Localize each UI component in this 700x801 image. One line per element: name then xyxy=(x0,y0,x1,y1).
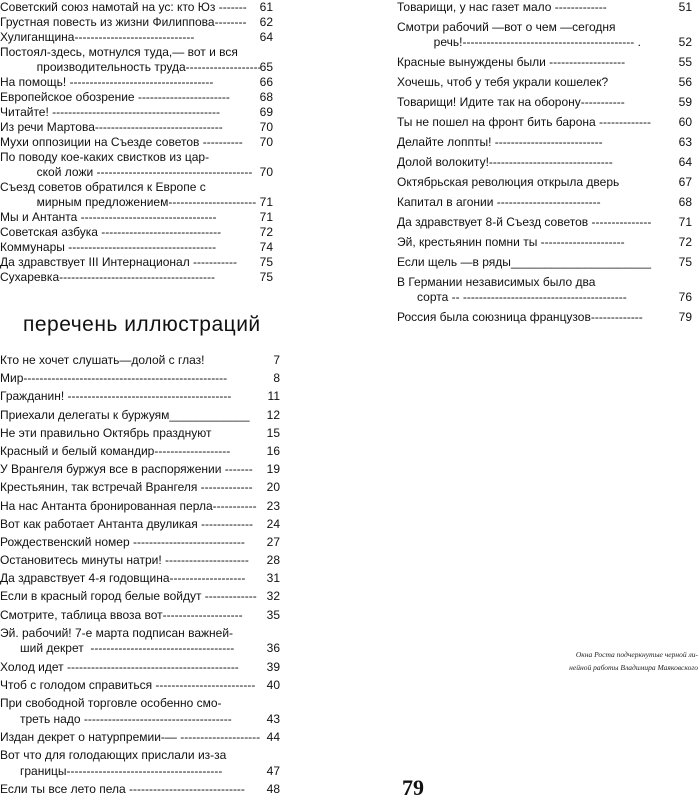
entry-page: 72 xyxy=(678,235,692,249)
toc-entry xyxy=(0,353,282,369)
entry-title: Товарищи, у нас газет мало ------------- xyxy=(397,0,607,14)
page-number: 79 xyxy=(402,775,424,800)
entry-page: 23 xyxy=(266,498,280,513)
entry-page: 79 xyxy=(678,310,692,324)
entry-title: Чтоб с голодом справиться ------------------------- xyxy=(0,677,256,692)
toc-entry xyxy=(0,371,282,387)
entry-title: Долой волокиту!------------------------------- xyxy=(397,155,613,169)
toc-entry xyxy=(0,462,282,478)
entry-title: Смотри рабочий —вот о чем —сегодня речь!------------------------------------------- . xyxy=(397,20,641,49)
entry-title: Не эти правильно Октябрь празднуют xyxy=(0,425,212,440)
toc-entry xyxy=(0,517,282,533)
toc-entry xyxy=(0,535,282,551)
entry-title: Вот что для голодающих прислали из-за границы--------------------------------------- xyxy=(0,747,227,778)
entry-page: 44 xyxy=(266,729,280,744)
entry-title: Ты не пошел на фронт бить барона ------------- xyxy=(397,115,651,129)
toc-entry xyxy=(0,480,282,496)
toc-entry xyxy=(397,310,694,325)
entry-page: 11 xyxy=(267,389,280,404)
toc-entry xyxy=(397,115,694,130)
toc-entry xyxy=(0,105,275,120)
entry-title: Остановитесь минуты натри! --------------------- xyxy=(0,553,249,568)
toc-entry xyxy=(0,499,282,515)
toc-entry xyxy=(397,135,694,150)
toc-entry xyxy=(0,0,275,15)
entry-title: Красный и белый командир------------------- xyxy=(0,443,231,458)
entry-page: 71 xyxy=(678,215,692,229)
entry-page: 32 xyxy=(266,589,280,604)
entry-page: 8 xyxy=(273,371,280,386)
entry-title: Если ты все лето пела ----------------------------- xyxy=(0,781,245,796)
entry-title: Эй, крестьянин помни ты --------------------- xyxy=(397,235,625,249)
entry-page: 76 xyxy=(678,290,692,304)
illustrations-list xyxy=(0,353,282,800)
entry-page: 56 xyxy=(678,75,692,89)
entry-page: 70 xyxy=(259,165,273,179)
left-contents-column xyxy=(0,0,275,285)
entry-title: Советский союз намотай на ус: кто Юз ------- xyxy=(0,0,247,14)
entry-title: Капитал в агонии -------------------------- xyxy=(397,195,601,209)
entry-page: 75 xyxy=(259,255,273,269)
entry-page: 7 xyxy=(273,353,280,367)
entry-title: Октябрьская революция открыла дверь xyxy=(397,175,620,189)
entry-title: Россия была союзница французов------------- xyxy=(397,310,643,324)
entry-title: Делайте лоппты! --------------------------- xyxy=(397,135,603,149)
toc-entry xyxy=(0,626,282,657)
entry-title: Красные вынуждены были ------------------- xyxy=(397,55,626,69)
entry-page: 19 xyxy=(266,462,280,477)
toc-entry xyxy=(0,782,282,798)
toc-entry xyxy=(0,389,282,405)
entry-title: Съезд советов обратился к Европе с мирным предложением---------------------- xyxy=(0,180,257,209)
entry-page: 15 xyxy=(266,425,280,440)
toc-entry xyxy=(397,75,694,90)
entry-page: 40 xyxy=(266,677,280,692)
entry-page: 68 xyxy=(259,90,273,104)
toc-entry xyxy=(397,55,694,70)
entry-title: Из речи Мартова-------------------------------- xyxy=(0,120,223,134)
entry-page: 70 xyxy=(259,120,273,134)
entry-page: 36 xyxy=(266,641,280,656)
toc-entry xyxy=(0,408,282,424)
entry-page: 69 xyxy=(259,105,273,119)
toc-entry xyxy=(0,225,275,240)
toc-entry xyxy=(397,195,694,210)
toc-entry xyxy=(0,444,282,460)
entry-title: Да здравствует 8-й Съезд советов --------------- xyxy=(397,215,652,229)
entry-title: Если в красный город белые войдут ------------- xyxy=(0,589,257,604)
toc-entry xyxy=(0,180,275,210)
toc-entry xyxy=(0,240,275,255)
toc-entry xyxy=(0,255,275,270)
entry-title: Эй. рабочий! 7-е марта подписан важней- ший декрет ------------------------------------ xyxy=(0,625,235,656)
entry-title: Мухи оппозиции на Съезде советов ---------- xyxy=(0,135,243,149)
toc-entry xyxy=(0,660,282,676)
entry-title: У Врангеля буржуя все в распоряжении ------- xyxy=(0,462,253,477)
entry-page: 65 xyxy=(259,60,273,74)
toc-entry xyxy=(397,0,694,15)
entry-title: На помощь! ------------------------------------ xyxy=(0,75,214,89)
toc-entry xyxy=(0,15,275,30)
entry-page: 64 xyxy=(259,30,273,44)
toc-entry xyxy=(0,45,275,75)
entry-page: 52 xyxy=(678,35,692,49)
entry-title: Гражданин! ----------------------------------------- xyxy=(0,389,232,404)
entry-title: По поводу кое-каких свистков из цар- ской ложи --------------------------------------- xyxy=(0,150,253,179)
toc-entry xyxy=(0,30,275,45)
toc-entry xyxy=(0,608,282,624)
toc-entry xyxy=(397,235,694,250)
entry-page: 35 xyxy=(266,607,280,622)
illustrations-heading: перечень иллюстраций xyxy=(23,313,261,336)
toc-entry xyxy=(0,270,275,285)
toc-entry xyxy=(0,553,282,569)
toc-entry xyxy=(0,678,282,694)
entry-page: 51 xyxy=(678,0,692,14)
entry-page: 39 xyxy=(266,659,280,674)
toc-entry xyxy=(0,589,282,605)
entry-page: 20 xyxy=(266,480,280,495)
entry-page: 24 xyxy=(266,516,280,531)
entry-title: Вот как работает Антанта двуликая ------------- xyxy=(0,516,253,531)
entry-title: Да здравствует III Интернационал ----------- xyxy=(0,255,237,269)
entry-title: Советская азбука ------------------------------ xyxy=(0,225,222,239)
toc-entry xyxy=(0,696,282,727)
entry-page: 55 xyxy=(678,55,692,69)
toc-entry xyxy=(397,175,694,190)
entry-title: Европейское обозрение ----------------------- xyxy=(0,90,230,104)
toc-entry xyxy=(0,135,275,150)
entry-title: Приехали делегаты к буржуям____________ xyxy=(0,407,250,422)
entry-page: 64 xyxy=(678,155,692,169)
entry-page: 75 xyxy=(259,270,273,284)
entry-page: 61 xyxy=(259,0,273,14)
entry-page: 31 xyxy=(266,571,280,586)
toc-entry xyxy=(397,95,694,110)
entry-title: Да здравствует 4-я годовщина------------------- xyxy=(0,571,246,586)
entry-page: 68 xyxy=(678,195,692,209)
entry-title: Хочешь, чтоб у тебя украли кошелек? xyxy=(397,75,609,89)
entry-title: При свободной торговле особенно смо- треть надо ------------------------------------- xyxy=(0,695,232,726)
toc-entry xyxy=(0,730,282,746)
toc-entry xyxy=(0,210,275,225)
entry-page: 75 xyxy=(678,255,692,269)
entry-page: 60 xyxy=(678,115,692,129)
entry-title: Товарищи! Идите так на оборону----------- xyxy=(397,95,625,109)
entry-title: Кто не хочет слушать—долой с глаз! xyxy=(0,353,205,367)
toc-entry xyxy=(397,20,694,50)
entry-page: 67 xyxy=(678,175,692,189)
entry-title: Смотрите, таблица ввоза вот-------------------- xyxy=(0,607,243,622)
entry-page: 70 xyxy=(259,135,273,149)
entry-page: 59 xyxy=(678,95,692,109)
entry-title: Сухаревка--------------------------------------- xyxy=(0,270,215,284)
right-contents-column xyxy=(397,0,694,330)
entry-title: Крестьянин, так встречай Врангеля ------------- xyxy=(0,480,253,495)
entry-page: 62 xyxy=(259,15,273,29)
entry-page: 74 xyxy=(259,240,273,254)
footnote: Окна Роста подчеркнутые черной ли- нейной работы Владимира Маяковского xyxy=(569,650,698,672)
entry-title: В Германии независимых было два сорта -- ----------------------------------------- xyxy=(397,275,627,304)
entry-page: 47 xyxy=(266,763,280,778)
toc-entry xyxy=(0,748,282,779)
entry-title: Постоял-здесь, мотнулся туда,— вот и вся производительность труда------------------- xyxy=(0,45,262,74)
toc-entry xyxy=(0,426,282,442)
entry-title: На нас Антанта бронированная перла----------- xyxy=(0,498,257,513)
toc-entry xyxy=(397,155,694,170)
toc-entry xyxy=(0,150,275,180)
entry-page: 71 xyxy=(259,210,273,224)
entry-page: 27 xyxy=(266,534,280,549)
entry-title: Мы и Антанта ---------------------------------- xyxy=(0,210,217,224)
toc-entry xyxy=(0,75,275,90)
entry-page: 12 xyxy=(266,407,280,422)
entry-title: Издан декрет о натурпремии-— -------------------- xyxy=(0,729,261,744)
entry-page: 28 xyxy=(266,553,280,568)
toc-entry xyxy=(397,215,694,230)
toc-entry xyxy=(0,571,282,587)
entry-page: 16 xyxy=(266,443,280,458)
entry-title: Если щель —в ряды_____________________ xyxy=(397,255,652,269)
entry-title: Мир--------------------------------------------------- xyxy=(0,371,228,386)
toc-entry xyxy=(0,120,275,135)
entry-title: Рождественский номер ---------------------------- xyxy=(0,534,245,549)
entry-page: 43 xyxy=(266,711,280,726)
toc-entry xyxy=(397,255,694,270)
entry-title: Холод идет ------------------------------------------- xyxy=(0,659,239,674)
entry-page: 48 xyxy=(266,781,280,796)
entry-page: 66 xyxy=(259,75,273,89)
entry-page: 72 xyxy=(259,225,273,239)
toc-entry xyxy=(397,275,694,305)
entry-title: Хулиганщина------------------------------ xyxy=(0,30,195,44)
entry-page: 63 xyxy=(678,135,692,149)
entry-title: Коммунары ------------------------------------- xyxy=(0,240,217,254)
toc-entry xyxy=(0,90,275,105)
entry-page: 71 xyxy=(259,195,273,209)
entry-title: Грустная повесть из жизни Филиппова-------- xyxy=(0,15,247,29)
entry-title: Читайте! ------------------------------------------ xyxy=(0,105,220,119)
